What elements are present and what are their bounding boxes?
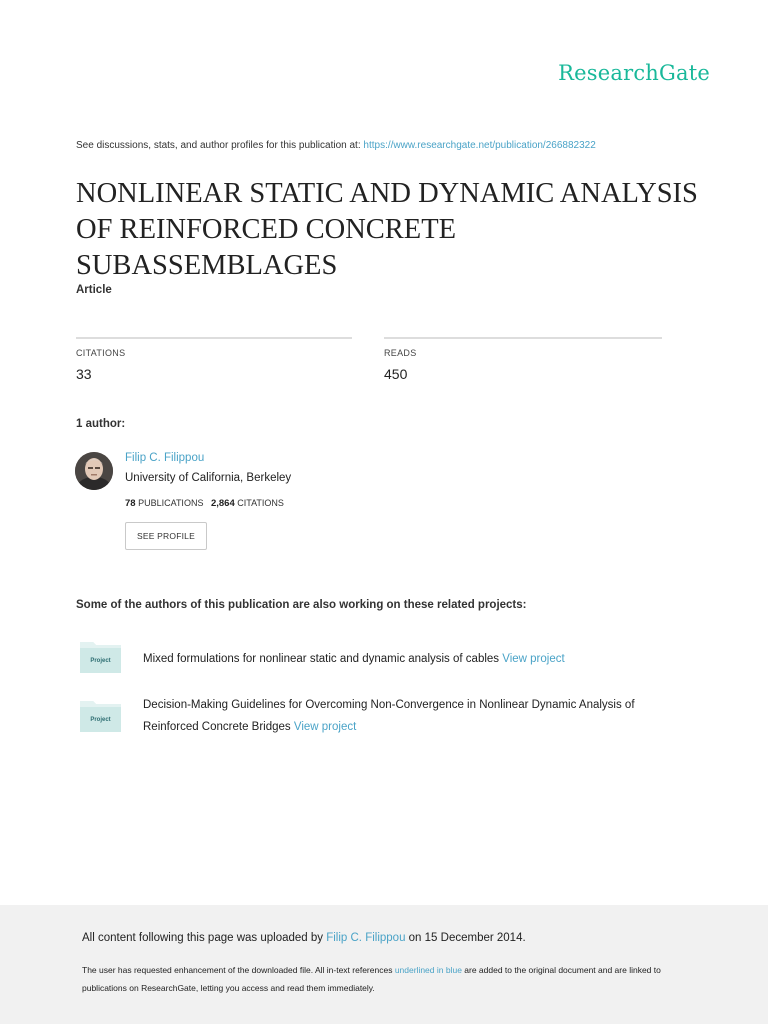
citations-divider bbox=[76, 337, 352, 339]
title-line-1: NONLINEAR STATIC AND DYNAMIC ANALYSIS bbox=[76, 178, 698, 209]
see-profile-button[interactable]: SEE PROFILE bbox=[125, 522, 207, 550]
citations-value: 33 bbox=[76, 366, 92, 382]
avatar[interactable] bbox=[75, 452, 113, 490]
citations-label: CITATIONS bbox=[76, 348, 126, 358]
underlined-in-blue-link[interactable]: underlined in blue bbox=[394, 965, 462, 975]
view-project-link-2[interactable]: View project bbox=[293, 721, 357, 733]
publication-link-line bbox=[76, 140, 596, 151]
project-1-title: Mixed formulations for nonlinear static and dynamic analysis of cables bbox=[143, 653, 500, 665]
folder-icon bbox=[79, 698, 122, 733]
folder-icon bbox=[79, 639, 122, 674]
project-folder-icon[interactable] bbox=[79, 639, 122, 674]
project-item-1 bbox=[143, 648, 565, 670]
publication-type: Article bbox=[76, 284, 112, 296]
note-suffix: are added to the original document and are linked to publications on ResearchGate, letting you access and read them immediately. bbox=[82, 965, 661, 993]
author-citations-count: 2,864 bbox=[210, 498, 235, 509]
author-citations-label: CITATIONS bbox=[237, 498, 284, 508]
note-prefix: The user has requested enhancement of the downloaded file. All in-text references bbox=[82, 965, 395, 975]
author-institution: University of California, Berkeley bbox=[125, 472, 292, 484]
uploader-link[interactable]: Filip C. Filippou bbox=[326, 932, 406, 944]
author-stats bbox=[125, 498, 284, 509]
reads-label: READS bbox=[384, 348, 417, 358]
enhancement-note bbox=[82, 962, 682, 997]
project-icon-label: Project bbox=[90, 658, 111, 664]
researchgate-logo[interactable]: ResearchGate bbox=[558, 61, 710, 85]
see-text: See discussions, stats, and author profiles for this publication at: bbox=[76, 140, 364, 151]
reads-divider bbox=[384, 337, 662, 339]
author-photo-icon bbox=[75, 452, 113, 490]
upload-notice bbox=[82, 932, 526, 944]
reads-value: 450 bbox=[384, 366, 408, 382]
title-line-2: OF REINFORCED CONCRETE SUBASSEMBLAGES bbox=[76, 214, 457, 281]
upload-suffix: on 15 December 2014. bbox=[405, 932, 526, 944]
project-icon-label: Project bbox=[90, 717, 111, 723]
project-item-2 bbox=[143, 694, 635, 738]
publication-url-link[interactable]: https://www.researchgate.net/publication/266882322 bbox=[363, 140, 596, 151]
projects-heading: Some of the authors of this publication are also working on these related projects: bbox=[76, 599, 527, 611]
publications-count: 78 bbox=[125, 498, 136, 509]
project-folder-icon[interactable] bbox=[79, 698, 122, 733]
upload-prefix: All content following this page was uploaded by bbox=[82, 932, 327, 944]
view-project-link-1[interactable]: View project bbox=[502, 653, 565, 665]
publications-label: PUBLICATIONS bbox=[138, 498, 204, 508]
project-2-title-line-2: Reinforced Concrete Bridges bbox=[143, 721, 291, 733]
author-name-link[interactable]: Filip C. Filippou bbox=[125, 452, 205, 464]
project-2-title-line-1: Decision-Making Guidelines for Overcoming Non-Convergence in Nonlinear Dynamic Analysis of bbox=[143, 699, 635, 711]
authors-heading: 1 author: bbox=[76, 418, 126, 430]
page-title bbox=[76, 176, 716, 284]
